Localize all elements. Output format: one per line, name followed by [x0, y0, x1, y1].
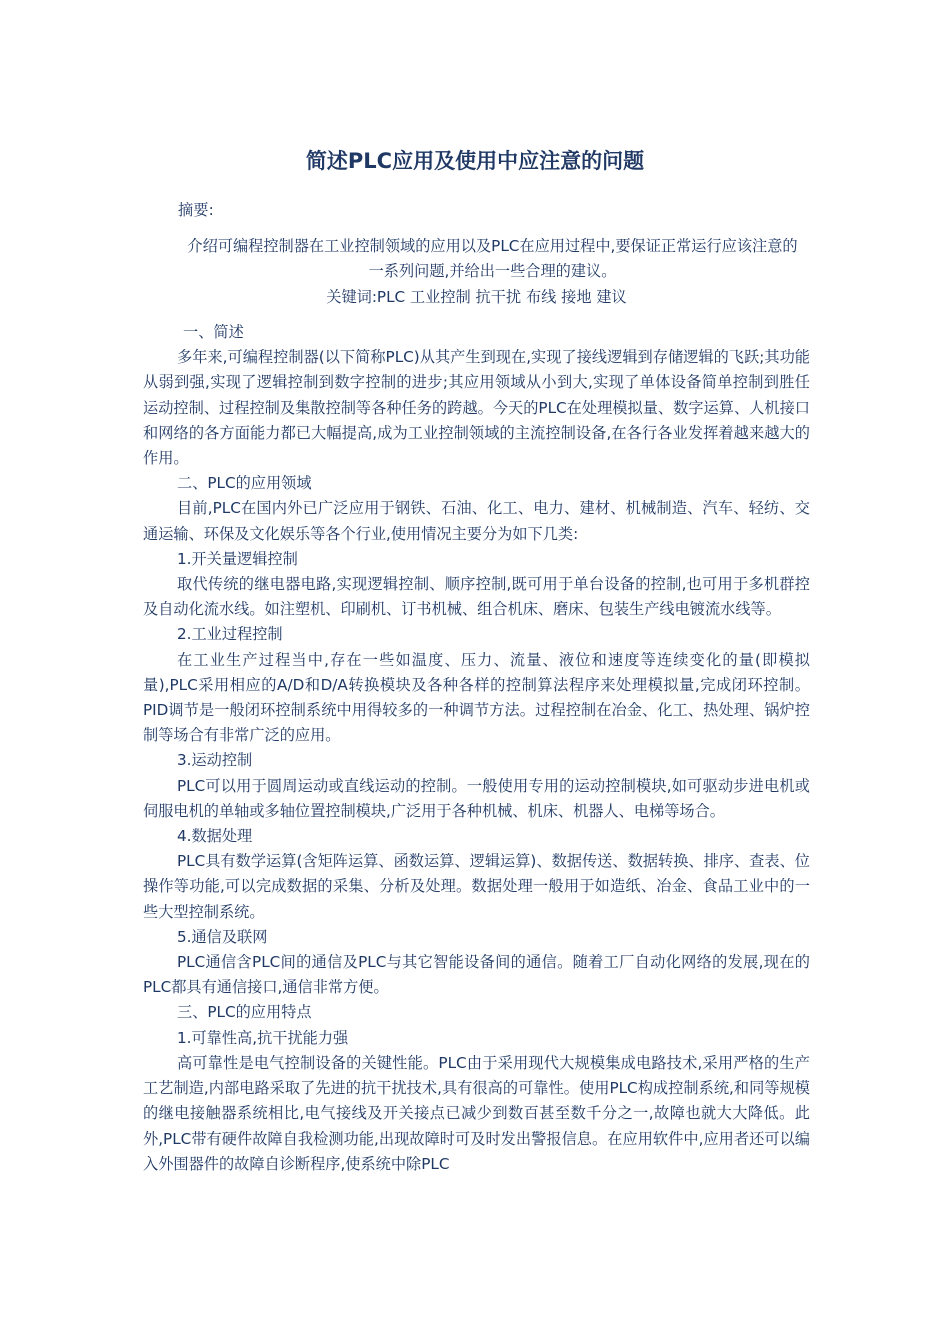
keywords: 关键词:PLC 工业控制 抗干扰 布线 接地 建议: [326, 288, 627, 306]
paragraph: 多年来,可编程控制器(以下简称PLC)从其产生到现在,实现了接线逻辑到存储逻辑的飞跃;其功能从弱到强,实现了逻辑控制到数字控制的进步;其应用领域从小到大,实现了单体设备简单控制到胜任运动控制、过程控制及集散控制等各种任务的跨越。今天的PLC在处理模拟量、数字运算、人机接口和网络的各方面能力都已大幅提高,成为工业控制领域的主流控制设备,在各行各业发挥着越来越大的作用。: [143, 348, 810, 468]
document-body: [143, 320, 810, 1177]
paragraph: 取代传统的继电器电路,实现逻辑控制、顺序控制,既可用于单台设备的控制,也可用于多机群控及自动化流水线。如注塑机、印刷机、订书机械、组合机床、磨床、包装生产线电镀流水线等。: [143, 575, 810, 619]
paragraph: PLC具有数学运算(含矩阵运算、函数运算、逻辑运算)、数据传送、数据转换、排序、查表、位操作等功能,可以完成数据的采集、分析及处理。数据处理一般用于如造纸、冶金、食品工业中的一些大型控制系统。: [143, 852, 810, 921]
subsection-heading: 1.可靠性高,抗干扰能力强: [177, 1028, 349, 1047]
subsection-heading: 5.通信及联网: [177, 927, 268, 946]
paragraph: PLC通信含PLC间的通信及PLC与其它智能设备间的通信。随着工厂自动化网络的发展,现在的PLC都具有通信接口,通信非常方便。: [143, 953, 810, 997]
section-heading: 二、PLC的应用领域: [177, 474, 312, 493]
paragraph: 高可靠性是电气控制设备的关键性能。PLC由于采用现代大规模集成电路技术,采用严格的生产工艺制造,内部电路采取了先进的抗干扰技术,具有很高的可靠性。使用PLC构成控制系统,和同等规模的继电接触器系统相比,电气接线及开关接点已减少到数百甚至数千分之一,故障也就大大降低。此外,PLC带有硬件故障自我检测功能,出现故障时可及时发出警报信息。在应用软件中,应用者还可以编入外围器件的故障自诊断程序,使系统中除PLC: [143, 1053, 810, 1173]
subsection-heading: 2.工业过程控制: [177, 625, 283, 644]
section-heading: 一、简述: [183, 323, 244, 341]
paragraph: 在工业生产过程当中,存在一些如温度、压力、流量、液位和速度等连续变化的量(即模拟量),PLC采用相应的A/D和D/A转换模块及各种各样的控制算法程序来处理模拟量,完成闭环控制。PID调节是一般闭环控制系统中用得较多的一种调节方法。过程控制在冶金、化工、热处理、锅炉控制等场合有非常广泛的应用。: [143, 650, 810, 745]
subsection-heading: 3.运动控制: [177, 751, 253, 770]
abstract-label: 摘要:: [178, 201, 214, 219]
abstract-body: 介绍可编程控制器在工业控制领域的应用以及PLC在应用过程中,要保证正常运行应该注意的一系列问题,并给出一些合理的建议。: [187, 237, 798, 281]
paragraph: 目前,PLC在国内外已广泛应用于钢铁、石油、化工、电力、建材、机械制造、汽车、轻纺、交通运输、环保及文化娱乐等各个行业,使用情况主要分为如下几类:: [143, 499, 810, 543]
subsection-heading: 4.数据处理: [177, 827, 253, 846]
subsection-heading: 1.开关量逻辑控制: [177, 549, 298, 568]
paragraph: PLC可以用于圆周运动或直线运动的控制。一般使用专用的运动控制模块,如可驱动步进电机或伺服电机的单轴或多轴位置控制模块,广泛用于各种机械、机床、机器人、电梯等场合。: [143, 776, 810, 820]
section-heading: 三、PLC的应用特点: [177, 1003, 312, 1022]
document-title: 简述PLC应用及使用中应注意的问题: [305, 149, 645, 173]
